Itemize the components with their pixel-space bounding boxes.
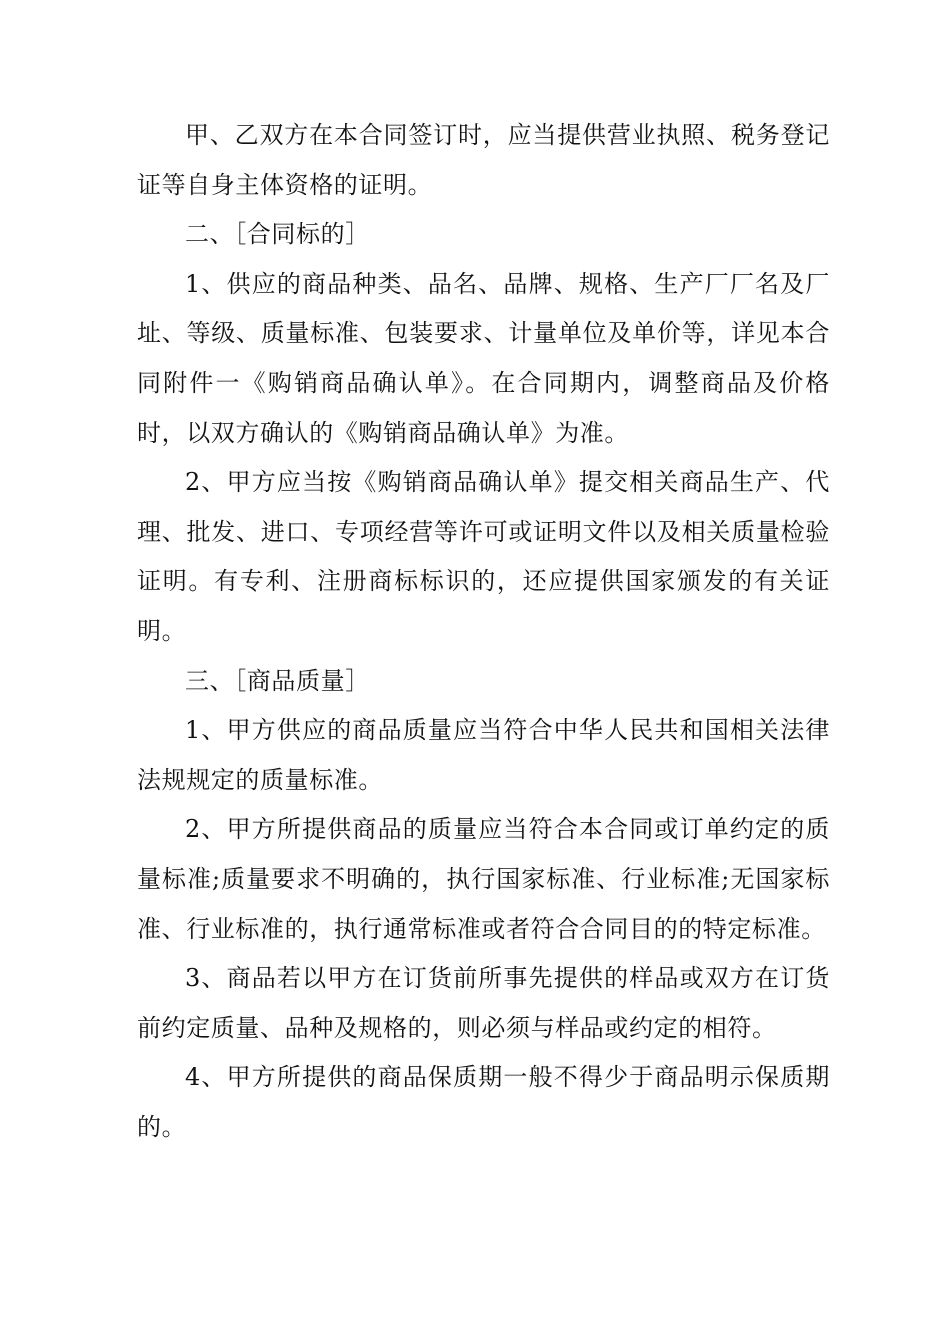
- paragraph-quality-2: 2、甲方所提供商品的质量应当符合本合同或订单约定的质量标准;质量要求不明确的，执行国家标准、行业标准;无国家标准、行业标准的，执行通常标准或者符合合同目的的特定标准。: [137, 815, 830, 943]
- paragraph-quality-1: 1、甲方供应的商品质量应当符合中华人民共和国相关法律法规规定的质量标准。: [137, 716, 830, 794]
- paragraph-subject-2: 2、甲方应当按《购销商品确认单》提交相关商品生产、代理、批发、进口、专项经营等许可或证明文件以及相关质量检验证明。有专利、注册商标标识的，还应提供国家颁发的有关证明。: [137, 468, 830, 645]
- document-body: [137, 111, 830, 1152]
- paragraph-quality-3: 3、商品若以甲方在订货前所事先提供的样品或双方在订货前约定质量、品种及规格的，则必须与样品或约定的相符。: [137, 964, 830, 1042]
- paragraph-subject-1: 1、供应的商品种类、品名、品牌、规格、生产厂厂名及厂址、等级、质量标准、包装要求、计量单位及单价等，详见本合同附件一《购销商品确认单》。在合同期内，调整商品及价格时，以双方确认的《购销商品确认单》为准。: [137, 269, 830, 447]
- heading-contract-subject: 二、［合同标的］: [185, 220, 370, 249]
- paragraph-quality-4: 4、甲方所提供的商品保质期一般不得少于商品明示保质期的。: [137, 1063, 830, 1141]
- heading-product-quality: 三、［商品质量］: [185, 666, 370, 695]
- paragraph-qualification: 甲、乙双方在本合同签订时，应当提供营业执照、税务登记证等自身主体资格的证明。: [137, 121, 830, 199]
